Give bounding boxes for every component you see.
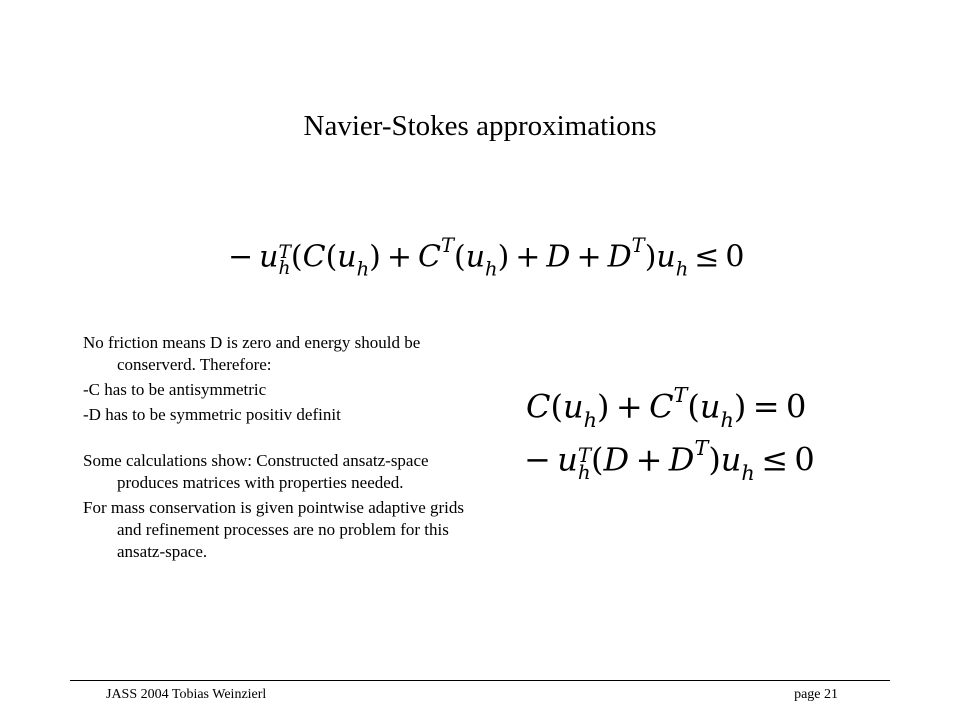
- positive-definite-condition-equation: − u T h $(D + D^T)u_h \le 0$: [524, 436, 815, 485]
- antisymmetric-condition-equation: $C(u_h) + C^T(u_h) = 0$: [526, 383, 807, 432]
- energy-inequality-equation: − u T h $(C(u_h) + C^T(u_h) + D + D^T)u_h \le 0$: [228, 234, 745, 281]
- footer-divider: [70, 680, 890, 681]
- footer-author: JASS 2004 Tobias Weinzierl: [106, 687, 267, 702]
- body-paragraph: Some calculations show: Constructed ansatz-space produces matrices with properties needed.: [83, 451, 429, 492]
- slide-title: Navier-Stokes approximations: [303, 110, 657, 142]
- body-paragraph: For mass conservation is given pointwise adaptive grids and refinement processes are no problem for this ansatz-space.: [83, 498, 465, 561]
- body-paragraph: -C has to be antisymmetric: [83, 380, 267, 399]
- body-paragraph: No friction means D is zero and energy should be conserverd. Therefore:: [83, 333, 421, 374]
- page-number: page 21: [794, 687, 838, 702]
- body-paragraph: -D has to be symmetric positiv definit: [83, 405, 341, 424]
- slide-body: [83, 332, 483, 563]
